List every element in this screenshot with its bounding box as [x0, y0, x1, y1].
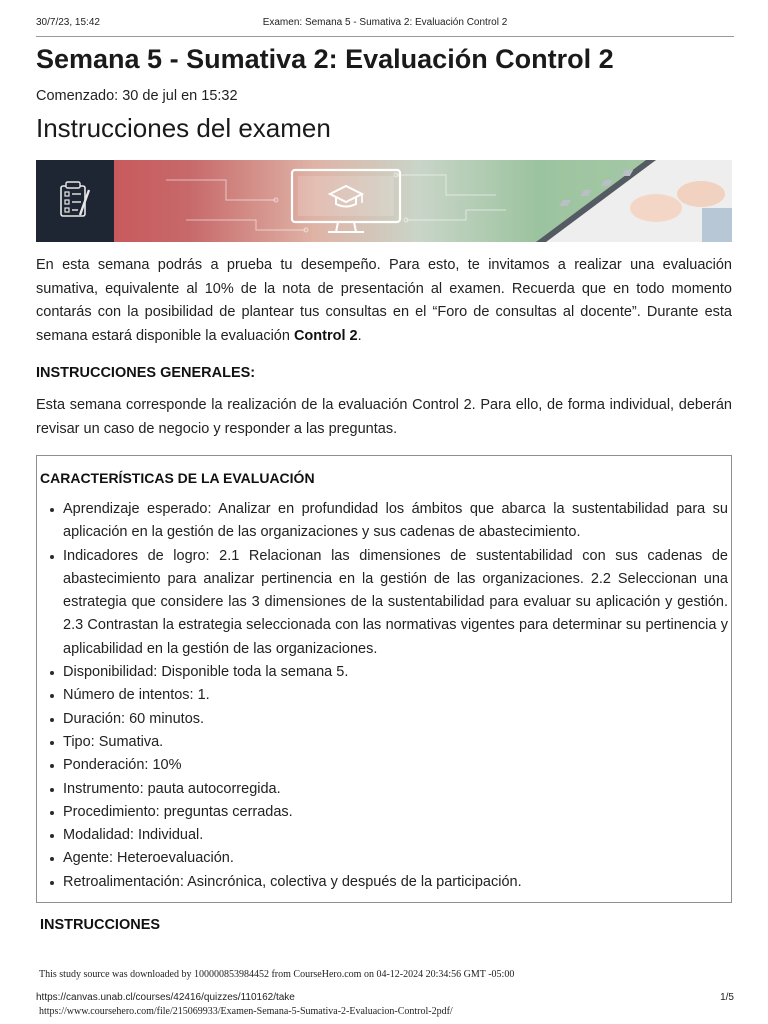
list-item: Instrumento: pauta autocorregida.	[63, 778, 728, 801]
source-url-link[interactable]: https://www.coursehero.com/file/215069933/Examen-Semana-5-Sumativa-2-Evaluacion-Control-2pdf/	[39, 1006, 453, 1017]
header-divider	[36, 36, 734, 37]
intro-end: .	[357, 327, 362, 344]
print-datetime: 30/7/23, 15:42	[36, 17, 100, 28]
intro-text: En esta semana podrás a prueba tu desempeño. Para esto, te invitamos a realizar una evaluación sumativa, equivalente al 10% de la nota de presentación al examen. Recuerda que en todo momento contarás con la posibilidad de plantear tus consultas en el “Foro de consultas al docente”. Durante esta semana estará disponible la evaluación	[36, 257, 732, 344]
page-url-link[interactable]: https://canvas.unab.cl/courses/42416/quizzes/110162/take	[36, 992, 295, 1003]
general-instructions-text: Esta semana corresponde la realización de la evaluación Control 2. Para ello, de forma individual, deberán revisar un caso de negocio y responder a las preguntas.	[36, 397, 732, 437]
list-item: Ponderación: 10%	[63, 754, 728, 777]
intro-paragraph	[36, 254, 732, 348]
intro-bold: Control 2	[293, 327, 358, 344]
list-item: Número de intentos: 1.	[63, 684, 728, 707]
list-item: Disponibilidad: Disponible toda la semana 5.	[63, 661, 728, 684]
graduation-cap-icon	[286, 166, 406, 238]
list-item: Duración: 60 minutos.	[63, 708, 728, 731]
instructions-heading: INSTRUCCIONES	[40, 917, 161, 934]
list-item: Agente: Heteroevaluación.	[63, 847, 728, 870]
instructions-title: Instrucciones del examen	[36, 113, 331, 143]
quiz-title: Semana 5 - Sumativa 2: Evaluación Control 2	[36, 44, 614, 74]
list-item: Aprendizaje esperado: Analizar en profundidad los ámbitos que abarca la sustentabilidad para su aplicación en la gestión de las organizaciones y sus cadenas de abastecimiento.	[63, 498, 728, 545]
list-item: Tipo: Sumativa.	[63, 731, 728, 754]
print-title: Examen: Semana 5 - Sumativa 2: Evaluación Control 2	[262, 17, 508, 28]
keyboard-hands-image	[506, 160, 732, 242]
source-note: This study source was downloaded by 100000853984452 from CourseHero.com on 04-12-2024 20:34:56 GMT -05:00	[39, 969, 515, 980]
list-item: Procedimiento: preguntas cerradas.	[63, 801, 728, 824]
general-instructions-heading: INSTRUCCIONES GENERALES:	[36, 365, 256, 381]
banner-icon-panel	[36, 160, 114, 242]
print-header	[36, 17, 734, 31]
characteristics-heading: CARACTERÍSTICAS DE LA EVALUACIÓN	[40, 470, 315, 486]
page-number: 1/5	[720, 992, 734, 1003]
started-timestamp: Comenzado: 30 de jul en 15:32	[36, 88, 238, 104]
list-item: Retroalimentación: Asincrónica, colectiva y después de la participación.	[63, 871, 728, 894]
banner-image	[36, 160, 732, 242]
quiz-content	[36, 40, 732, 933]
list-item: Indicadores de logro: 2.1 Relacionan las dimensiones de sustentabilidad con sus cadenas de abastecimiento para analizar pertinencia en la gestión de las organizaciones. 2.2 Seleccionan una estrategia que considere las 3 dimensiones de la sustentabilidad para evaluar su aplicación y gestión. 2.3 Contrastan la estrategia seleccionada con las normativas vigentes para determinar su pertinencia y aplicabilidad en la gestión de las organizaciones.	[63, 545, 728, 661]
characteristics-list	[40, 498, 728, 894]
characteristics-box	[36, 455, 732, 903]
checklist-document-icon	[36, 160, 114, 242]
list-item: Modalidad: Individual.	[63, 824, 728, 847]
